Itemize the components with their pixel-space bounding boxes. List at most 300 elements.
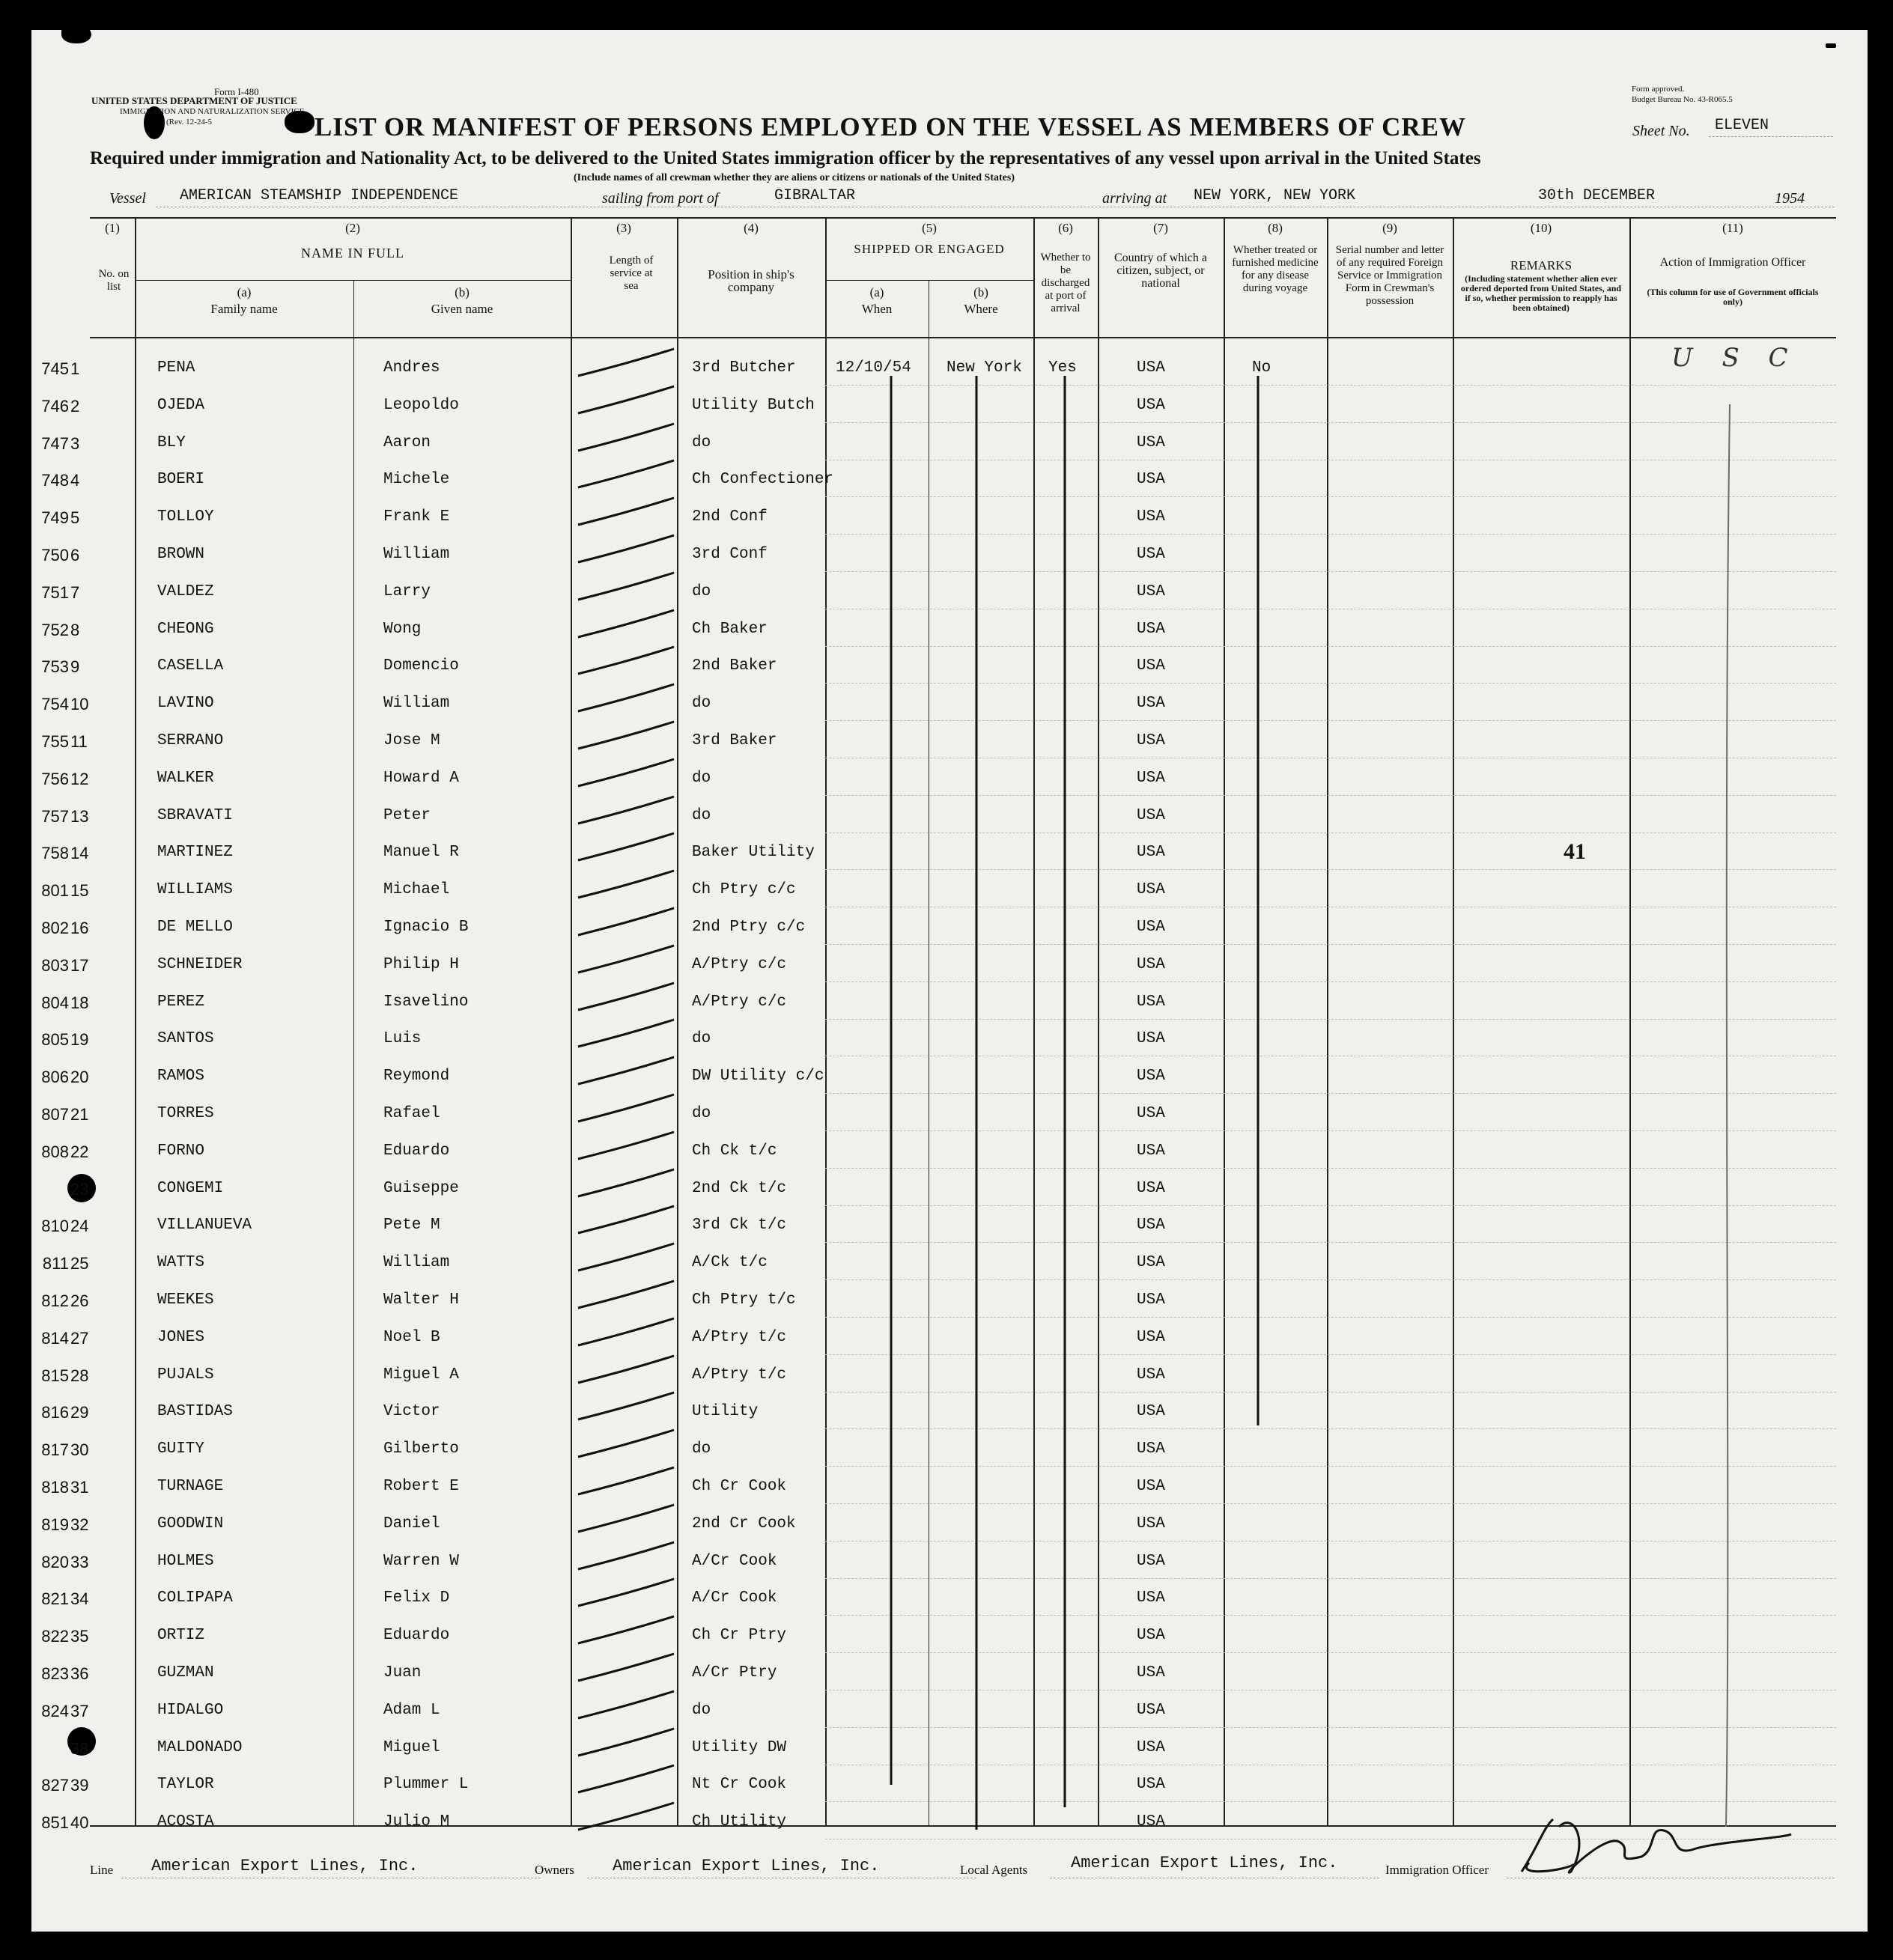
serial-number: 851 bbox=[41, 1813, 69, 1832]
country: USA bbox=[1137, 397, 1165, 414]
serial-number: 802 bbox=[41, 919, 69, 937]
country: USA bbox=[1137, 919, 1165, 936]
sheet-value: ELEVEN bbox=[1715, 117, 1769, 134]
given-name: Peter bbox=[383, 807, 431, 824]
country: USA bbox=[1137, 1813, 1165, 1830]
service-tick-mark bbox=[578, 722, 674, 749]
service: IMMIGRATION AND NATURALIZATION SERVICE bbox=[120, 107, 305, 116]
serial-number: 817 bbox=[41, 1440, 69, 1459]
handwriting-layer bbox=[31, 30, 1868, 1932]
col2b-number: (b) bbox=[455, 285, 470, 299]
family-name: ORTIZ bbox=[157, 1627, 205, 1644]
country: USA bbox=[1137, 807, 1165, 824]
given-name: Luis bbox=[383, 1030, 422, 1047]
service-tick-mark bbox=[578, 1206, 674, 1233]
service-tick-mark bbox=[578, 1393, 674, 1419]
country: USA bbox=[1137, 1664, 1165, 1681]
position: 2nd Ptry c/c bbox=[692, 919, 806, 936]
shipped-when: 12/10/54 bbox=[836, 359, 911, 377]
family-name: WALKER bbox=[157, 770, 214, 787]
family-name: BLY bbox=[157, 434, 186, 451]
given-name: William bbox=[383, 1254, 450, 1271]
list-number: 3 bbox=[70, 434, 80, 453]
list-number: 4 bbox=[70, 471, 80, 490]
remark: 41 bbox=[1564, 839, 1586, 864]
position: Utility bbox=[692, 1403, 759, 1420]
serial-number: 820 bbox=[41, 1553, 69, 1571]
serial-number: 805 bbox=[41, 1030, 69, 1049]
list-number: 29 bbox=[70, 1403, 89, 1422]
country: USA bbox=[1137, 1739, 1165, 1756]
position: do bbox=[692, 1440, 711, 1458]
position: Ch Ck t/c bbox=[692, 1142, 777, 1160]
serial-number: 750 bbox=[41, 546, 69, 564]
given-name: Miguel A bbox=[383, 1366, 459, 1384]
family-name: JONES bbox=[157, 1329, 205, 1346]
shipped-where: New York bbox=[947, 359, 1022, 377]
position: A/Cr Cook bbox=[692, 1553, 777, 1570]
family-name: CONGEMI bbox=[157, 1180, 224, 1197]
col5-number: (5) bbox=[922, 221, 937, 235]
service-tick-mark bbox=[578, 1281, 674, 1308]
serial-number: 746 bbox=[41, 397, 69, 416]
country: USA bbox=[1137, 546, 1165, 563]
given-name: Isavelino bbox=[383, 993, 469, 1011]
col9-header: Serial number and letter of any required Foreign Service or Immigration Form in Crewman's possession bbox=[1335, 244, 1444, 307]
serial-number: 747 bbox=[41, 434, 69, 453]
serial-number: 751 bbox=[41, 583, 69, 602]
country: USA bbox=[1137, 1403, 1165, 1420]
discharge: Yes bbox=[1048, 359, 1077, 377]
col11-number: (11) bbox=[1722, 221, 1743, 235]
service-tick-mark bbox=[578, 647, 674, 674]
list-number: 15 bbox=[70, 881, 89, 900]
serial-number: 810 bbox=[41, 1217, 69, 1235]
position: do bbox=[692, 434, 711, 451]
list-number: 25 bbox=[70, 1254, 89, 1273]
family-name: TURNAGE bbox=[157, 1478, 224, 1495]
given-name: Eduardo bbox=[383, 1142, 450, 1160]
service-tick-mark bbox=[578, 1765, 674, 1792]
position: do bbox=[692, 1030, 711, 1047]
approval-note: Form approved. bbox=[1632, 85, 1685, 94]
family-name: SERRANO bbox=[157, 732, 224, 749]
position: 3rd Ck t/c bbox=[692, 1217, 787, 1234]
service-tick-mark bbox=[578, 1356, 674, 1383]
family-name: BOERI bbox=[157, 471, 205, 488]
family-name: SANTOS bbox=[157, 1030, 214, 1047]
service-tick-mark bbox=[578, 684, 674, 711]
position: Ch Cr Cook bbox=[692, 1478, 787, 1495]
col5b-header: Where bbox=[964, 302, 998, 316]
service-tick-mark bbox=[578, 833, 674, 860]
sailing-label: sailing from port of bbox=[602, 190, 719, 207]
family-name: GOODWIN bbox=[157, 1515, 224, 1533]
country: USA bbox=[1137, 1702, 1165, 1719]
arrival-year: 1954 bbox=[1775, 190, 1805, 207]
given-name: Domencio bbox=[383, 657, 459, 675]
serial-number: 803 bbox=[41, 956, 69, 975]
country: USA bbox=[1137, 1291, 1165, 1309]
service-tick-mark bbox=[578, 1691, 674, 1718]
budget-bureau: Budget Bureau No. 43-R065.5 bbox=[1632, 95, 1733, 104]
country: USA bbox=[1137, 1217, 1165, 1234]
given-name: Walter H bbox=[383, 1291, 459, 1309]
list-number: 17 bbox=[70, 956, 89, 975]
country: USA bbox=[1137, 695, 1165, 712]
service-tick-mark bbox=[578, 1318, 674, 1345]
position: do bbox=[692, 583, 711, 600]
col2a-number: (a) bbox=[237, 285, 252, 299]
country: USA bbox=[1137, 434, 1165, 451]
position: Ch Cr Ptry bbox=[692, 1627, 787, 1644]
position: Ch Ptry t/c bbox=[692, 1291, 796, 1309]
list-number: 19 bbox=[70, 1030, 89, 1049]
serial-number: 812 bbox=[41, 1291, 69, 1310]
position: 3rd Baker bbox=[692, 732, 777, 749]
position: Ch Confectioner bbox=[692, 471, 834, 488]
col4-header: Position in ship's company bbox=[708, 267, 794, 294]
family-name: WEEKES bbox=[157, 1291, 214, 1309]
given-name: Plummer L bbox=[383, 1776, 469, 1793]
list-number: 1 bbox=[70, 359, 80, 378]
given-name: Andres bbox=[383, 359, 440, 377]
service-tick-mark bbox=[578, 610, 674, 637]
service-tick-mark bbox=[578, 424, 674, 451]
list-number: 40 bbox=[70, 1813, 89, 1832]
list-number: 14 bbox=[70, 844, 89, 862]
given-name: Michael bbox=[383, 881, 450, 898]
footer-officer-label: Immigration Officer bbox=[1385, 1863, 1489, 1877]
country: USA bbox=[1137, 471, 1165, 488]
country: USA bbox=[1137, 1254, 1165, 1271]
service-tick-mark bbox=[578, 460, 674, 487]
family-name: GUZMAN bbox=[157, 1664, 214, 1681]
col5a-number: (a) bbox=[869, 285, 884, 299]
given-name: Philip H bbox=[383, 956, 459, 973]
list-number: 33 bbox=[70, 1553, 89, 1571]
position: A/Ck t/c bbox=[692, 1254, 768, 1271]
given-name: Julio M bbox=[383, 1813, 450, 1830]
country: USA bbox=[1137, 657, 1165, 675]
given-name: Warren W bbox=[383, 1553, 459, 1570]
service-tick-mark bbox=[578, 1579, 674, 1606]
col3-number: (3) bbox=[616, 221, 631, 235]
family-name: DE MELLO bbox=[157, 919, 233, 936]
given-name: Manuel R bbox=[383, 844, 459, 861]
family-name: COLIPAPA bbox=[157, 1589, 233, 1607]
position: DW Utility c/c bbox=[692, 1068, 824, 1085]
given-name: Larry bbox=[383, 583, 431, 600]
given-name: Michele bbox=[383, 471, 450, 488]
list-number: 11 bbox=[70, 732, 88, 751]
country: USA bbox=[1137, 1068, 1165, 1085]
col6-number: (6) bbox=[1058, 221, 1073, 235]
departure-port: GIBRALTAR bbox=[774, 187, 856, 204]
family-name: PUJALS bbox=[157, 1366, 214, 1384]
family-name: SBRAVATI bbox=[157, 807, 233, 824]
list-number: 24 bbox=[70, 1217, 89, 1235]
col7-number: (7) bbox=[1153, 221, 1168, 235]
country: USA bbox=[1137, 956, 1165, 973]
col2-number: (2) bbox=[345, 221, 360, 235]
position: do bbox=[692, 695, 711, 712]
country: USA bbox=[1137, 1515, 1165, 1533]
serial-number: 827 bbox=[41, 1776, 69, 1795]
given-name: Juan bbox=[383, 1664, 422, 1681]
position: 2nd Conf bbox=[692, 508, 768, 526]
position: Ch Baker bbox=[692, 621, 768, 638]
list-number: 37 bbox=[70, 1702, 89, 1720]
service-tick-mark bbox=[578, 1057, 674, 1084]
position: 3rd Butcher bbox=[692, 359, 796, 377]
col2b-header: Given name bbox=[431, 302, 493, 316]
col11-note: (This column for use of Government officials only) bbox=[1647, 287, 1819, 307]
family-name: BASTIDAS bbox=[157, 1403, 233, 1420]
footer-owners-value: American Export Lines, Inc. bbox=[613, 1857, 880, 1875]
given-name: William bbox=[383, 546, 450, 563]
service-tick-mark bbox=[578, 386, 674, 413]
position: do bbox=[692, 1702, 711, 1719]
list-number: 5 bbox=[70, 508, 80, 527]
service-tick-mark bbox=[578, 1803, 674, 1830]
given-name: Ignacio B bbox=[383, 919, 469, 936]
family-name: HOLMES bbox=[157, 1553, 214, 1570]
family-name: SCHNEIDER bbox=[157, 956, 243, 973]
family-name: GUITY bbox=[157, 1440, 205, 1458]
country: USA bbox=[1137, 1366, 1165, 1384]
serial-number: 823 bbox=[41, 1664, 69, 1683]
position: Nt Cr Cook bbox=[692, 1776, 787, 1793]
serial-number: 819 bbox=[41, 1515, 69, 1534]
country: USA bbox=[1137, 844, 1165, 861]
service-tick-mark bbox=[578, 1654, 674, 1681]
officer-initials: U S C bbox=[1671, 343, 1799, 373]
footer-line-value: American Export Lines, Inc. bbox=[151, 1857, 419, 1875]
given-name: Guiseppe bbox=[383, 1180, 459, 1197]
given-name: Adam L bbox=[383, 1702, 440, 1719]
service-tick-mark bbox=[578, 983, 674, 1010]
country: USA bbox=[1137, 770, 1165, 787]
family-name: TOLLOY bbox=[157, 508, 214, 526]
service-tick-mark bbox=[578, 908, 674, 935]
family-name: MARTINEZ bbox=[157, 844, 233, 861]
given-name: Gilberto bbox=[383, 1440, 459, 1458]
manifest-sheet bbox=[31, 30, 1868, 1932]
list-number: 20 bbox=[70, 1068, 89, 1086]
country: USA bbox=[1137, 1627, 1165, 1644]
list-number: 36 bbox=[70, 1664, 89, 1683]
list-number: 8 bbox=[70, 621, 80, 639]
family-name: WILLIAMS bbox=[157, 881, 233, 898]
list-number: 28 bbox=[70, 1366, 89, 1385]
col2a-header: Family name bbox=[210, 302, 278, 316]
list-number: 34 bbox=[70, 1589, 89, 1608]
position: 2nd Baker bbox=[692, 657, 777, 675]
family-name: MALDONADO bbox=[157, 1739, 243, 1756]
family-name: TORRES bbox=[157, 1105, 214, 1122]
list-number: 30 bbox=[70, 1440, 89, 1459]
service-tick-mark bbox=[578, 573, 674, 600]
serial-number: 822 bbox=[41, 1627, 69, 1646]
arrival-port: NEW YORK, NEW YORK bbox=[1194, 187, 1356, 204]
position: 2nd Ck t/c bbox=[692, 1180, 787, 1197]
country: USA bbox=[1137, 359, 1165, 377]
service-tick-mark bbox=[578, 1020, 674, 1047]
given-name: Noel B bbox=[383, 1329, 440, 1346]
position: 3rd Conf bbox=[692, 546, 768, 563]
family-name: OJEDA bbox=[157, 397, 205, 414]
serial-number: 821 bbox=[41, 1589, 69, 1608]
serial-number: 816 bbox=[41, 1403, 69, 1422]
position: Ch Ptry c/c bbox=[692, 881, 796, 898]
family-name: WATTS bbox=[157, 1254, 205, 1271]
serial-number: 754 bbox=[41, 695, 69, 713]
col1-header: No. on list bbox=[98, 268, 130, 293]
col3-header: Length of service at sea bbox=[609, 255, 654, 292]
service-tick-mark bbox=[578, 498, 674, 525]
family-name: BROWN bbox=[157, 546, 205, 563]
serial-number: 806 bbox=[41, 1068, 69, 1086]
arriving-label: arriving at bbox=[1102, 190, 1167, 207]
country: USA bbox=[1137, 1329, 1165, 1346]
col11-header: Action of Immigration Officer bbox=[1659, 256, 1806, 269]
page-title: LIST OR MANIFEST OF PERSONS EMPLOYED ON THE VESSEL AS MEMBERS OF CREW bbox=[315, 112, 1467, 141]
form-number: Form I-480 bbox=[214, 86, 259, 97]
country: USA bbox=[1137, 1553, 1165, 1570]
list-number: 22 bbox=[70, 1142, 89, 1161]
serial-number: 811 bbox=[42, 1254, 69, 1273]
given-name: Frank E bbox=[383, 508, 450, 526]
family-name: VALDEZ bbox=[157, 583, 214, 600]
list-number: 10 bbox=[70, 695, 89, 713]
country: USA bbox=[1137, 508, 1165, 526]
given-name: Pete M bbox=[383, 1217, 440, 1234]
given-name: Howard A bbox=[383, 770, 459, 787]
family-name: CHEONG bbox=[157, 621, 214, 638]
service-tick-mark bbox=[578, 1542, 674, 1569]
family-name: CASELLA bbox=[157, 657, 224, 675]
service-tick-mark bbox=[578, 759, 674, 786]
position: Ch Utility bbox=[692, 1813, 787, 1830]
service-tick-mark bbox=[578, 871, 674, 898]
list-number: 35 bbox=[70, 1627, 89, 1646]
service-tick-mark bbox=[578, 946, 674, 973]
country: USA bbox=[1137, 1180, 1165, 1197]
serial-number: 752 bbox=[41, 621, 69, 639]
arrival-date: 30th DECEMBER bbox=[1538, 187, 1656, 204]
list-number: 16 bbox=[70, 919, 89, 937]
continuation-stroke bbox=[1726, 404, 1730, 1827]
serial-number: 753 bbox=[41, 657, 69, 676]
list-number: 27 bbox=[70, 1329, 89, 1348]
given-name: Aaron bbox=[383, 434, 431, 451]
position: Utility DW bbox=[692, 1739, 787, 1756]
position: do bbox=[692, 807, 711, 824]
list-number: 21 bbox=[70, 1105, 89, 1124]
country: USA bbox=[1137, 583, 1165, 600]
vessel-label: Vessel bbox=[109, 190, 146, 207]
col8-number: (8) bbox=[1268, 221, 1283, 235]
family-name: PEREZ bbox=[157, 993, 205, 1011]
col10-note: (Including statement whether alien ever ordered deported from United States, and if so, whether permission to reapply has been obtained) bbox=[1460, 273, 1622, 313]
given-name: Wong bbox=[383, 621, 422, 638]
serial-number: 745 bbox=[41, 359, 69, 378]
given-name: Miguel bbox=[383, 1739, 440, 1756]
col5b-number: (b) bbox=[973, 285, 988, 299]
serial-number: 815 bbox=[41, 1366, 69, 1385]
country: USA bbox=[1137, 1440, 1165, 1458]
position: do bbox=[692, 770, 711, 787]
given-name: William bbox=[383, 695, 450, 712]
footer-line-label: Line bbox=[90, 1863, 114, 1877]
list-number: 7 bbox=[70, 583, 80, 602]
position: do bbox=[692, 1105, 711, 1122]
vessel-name: AMERICAN STEAMSHIP INDEPENDENCE bbox=[180, 187, 459, 204]
serial-number: 755 bbox=[41, 732, 69, 751]
list-number: 39 bbox=[70, 1776, 89, 1795]
col9-number: (9) bbox=[1382, 221, 1397, 235]
col7-header: Country of which a citizen, subject, or national bbox=[1114, 252, 1207, 290]
given-name: Felix D bbox=[383, 1589, 450, 1607]
list-number: 9 bbox=[70, 657, 80, 676]
given-name: Rafael bbox=[383, 1105, 440, 1122]
col10-number: (10) bbox=[1530, 221, 1552, 235]
service-tick-mark bbox=[578, 1616, 674, 1643]
position: 2nd Cr Cook bbox=[692, 1515, 796, 1533]
col4-number: (4) bbox=[744, 221, 759, 235]
given-name: Victor bbox=[383, 1403, 440, 1420]
country: USA bbox=[1137, 1589, 1165, 1607]
list-number: 23 bbox=[70, 1180, 89, 1199]
col8-header: Whether treated or furnished medicine for any disease during voyage bbox=[1232, 244, 1319, 294]
position: A/Ptry c/c bbox=[692, 956, 787, 973]
position: Utility Butch bbox=[692, 397, 815, 414]
service-tick-mark bbox=[578, 1729, 674, 1756]
country: USA bbox=[1137, 1105, 1165, 1122]
country: USA bbox=[1137, 1478, 1165, 1495]
list-number: 2 bbox=[70, 397, 80, 416]
serial-number: 801 bbox=[41, 881, 69, 900]
department: UNITED STATES DEPARTMENT OF JUSTICE bbox=[91, 95, 297, 106]
revision: (Rev. 12-24-5 bbox=[166, 118, 212, 127]
treated: No bbox=[1252, 359, 1271, 377]
list-number: 31 bbox=[70, 1478, 89, 1497]
list-number: 32 bbox=[70, 1515, 89, 1534]
family-name: TAYLOR bbox=[157, 1776, 214, 1793]
given-name: Jose M bbox=[383, 732, 440, 749]
col10-header: REMARKS bbox=[1510, 258, 1573, 273]
country: USA bbox=[1137, 1776, 1165, 1793]
position: A/Cr Cook bbox=[692, 1589, 777, 1607]
sheet-label: Sheet No. bbox=[1632, 123, 1690, 139]
service-tick-mark bbox=[578, 349, 674, 376]
family-name: PENA bbox=[157, 359, 195, 377]
serial-number: 824 bbox=[41, 1702, 69, 1720]
family-name: LAVINO bbox=[157, 695, 214, 712]
family-name: ACOSTA bbox=[157, 1813, 214, 1830]
given-name: Eduardo bbox=[383, 1627, 450, 1644]
given-name: Daniel bbox=[383, 1515, 440, 1533]
list-number: 12 bbox=[70, 770, 89, 788]
service-tick-mark bbox=[578, 1430, 674, 1457]
family-name: VILLANUEVA bbox=[157, 1217, 252, 1234]
serial-number: 818 bbox=[41, 1478, 69, 1497]
serial-number: 814 bbox=[41, 1329, 69, 1348]
serial-number: 804 bbox=[41, 993, 69, 1012]
country: USA bbox=[1137, 1030, 1165, 1047]
serial-number: 757 bbox=[41, 807, 69, 826]
